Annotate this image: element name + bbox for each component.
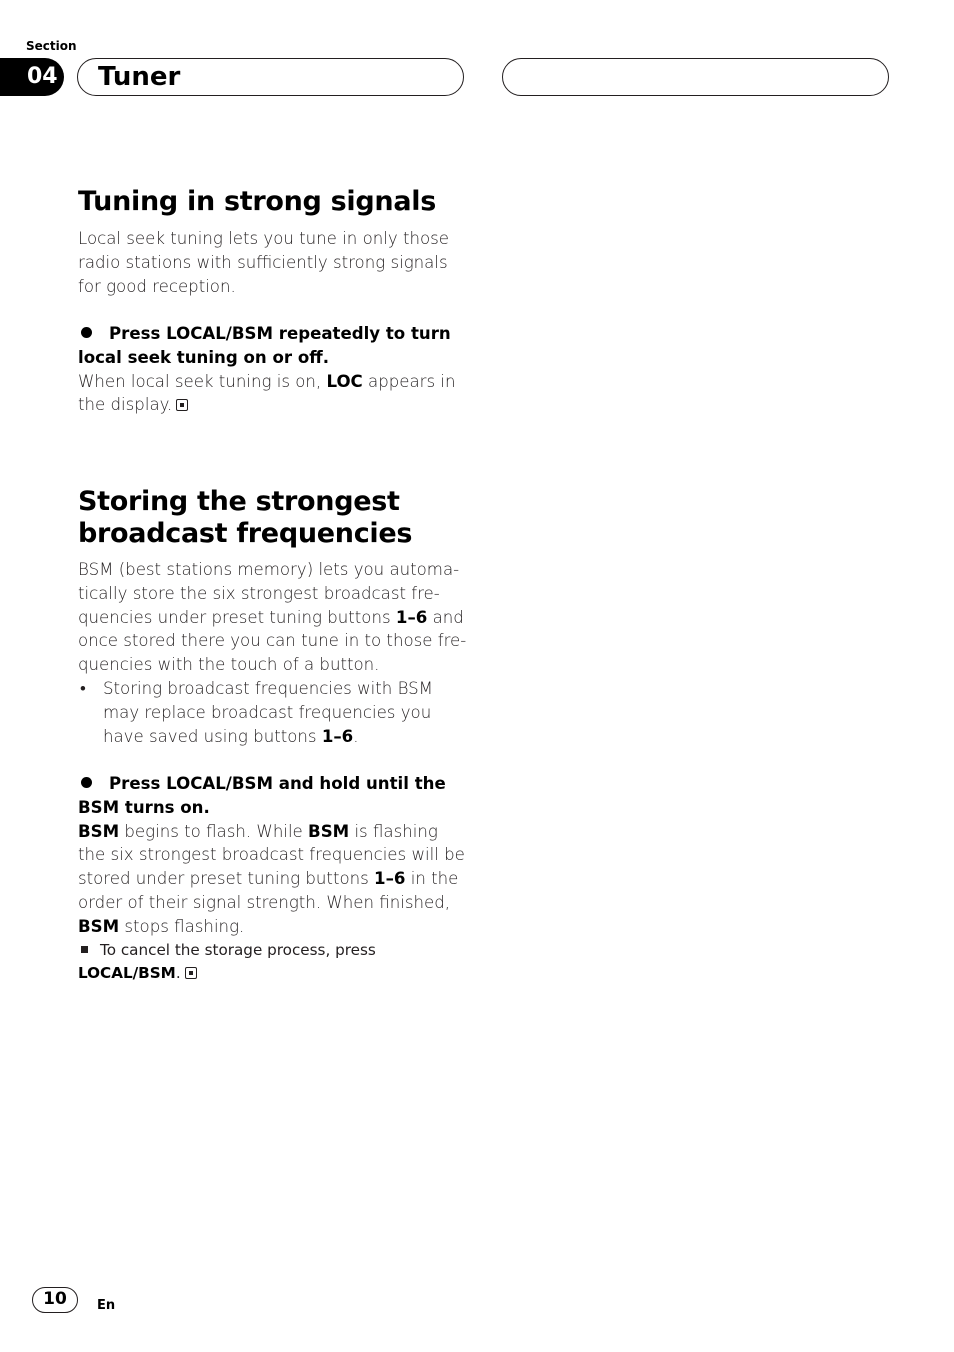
step-text: Press LOCAL/BSM and hold until the bbox=[109, 774, 446, 793]
step-bullet-icon bbox=[81, 327, 92, 338]
button-range: 1–6 bbox=[321, 726, 354, 746]
section-label: Section bbox=[26, 39, 77, 53]
display-indicator: BSM bbox=[78, 916, 120, 936]
section-tuning-strong-signals bbox=[78, 186, 468, 218]
result-text: the display. bbox=[78, 395, 173, 415]
text-line: for good reception. bbox=[78, 276, 236, 296]
end-mark-icon bbox=[176, 399, 188, 411]
section-heading: Tuning in strong signals bbox=[78, 186, 436, 217]
text-line: quencies under preset tuning buttons bbox=[78, 607, 396, 627]
result-text: appears in bbox=[362, 371, 456, 391]
section-heading: Storing the strongest bbox=[78, 486, 400, 517]
step-text: BSM turns on. bbox=[78, 797, 210, 817]
button-range: 1–6 bbox=[395, 607, 428, 627]
end-mark-icon bbox=[185, 967, 197, 979]
bullet-mark: • bbox=[80, 678, 86, 698]
page-number: 10 bbox=[32, 1287, 78, 1313]
text-line: may replace broadcast frequencies you bbox=[103, 702, 432, 722]
result-text: begins to flash. While bbox=[119, 821, 309, 841]
result-text: in the bbox=[405, 869, 459, 889]
step-text: Press LOCAL/BSM repeatedly to turn bbox=[109, 324, 451, 343]
bullet-list-item bbox=[78, 677, 468, 748]
chapter-title-box bbox=[77, 58, 464, 96]
section-number-tab: 04 bbox=[0, 58, 64, 96]
text-line: radio stations with sufficiently strong signals bbox=[78, 252, 448, 272]
note-text: To cancel the storage process, press bbox=[100, 940, 376, 959]
result-text: is flashing bbox=[349, 821, 438, 841]
step-bullet-icon bbox=[81, 777, 92, 788]
step-instruction bbox=[78, 322, 468, 417]
result-text: stored under preset tuning buttons bbox=[78, 869, 375, 889]
empty-header-box bbox=[502, 58, 889, 96]
language-code: En bbox=[97, 1298, 116, 1313]
text-line: Storing broadcast frequencies with BSM bbox=[103, 678, 433, 698]
note-text: . bbox=[175, 963, 181, 982]
result-text: the six strongest broadcast frequencies will be bbox=[78, 845, 465, 865]
display-indicator: LOC bbox=[326, 371, 363, 391]
intro-paragraph bbox=[78, 558, 468, 748]
step-text: local seek tuning on or off. bbox=[78, 347, 329, 367]
text-line: tically store the six strongest broadcast fre- bbox=[78, 583, 440, 603]
chapter-title: Tuner bbox=[98, 62, 181, 92]
button-range: 1–6 bbox=[374, 869, 406, 889]
step-instruction bbox=[78, 772, 468, 985]
result-text: stops flashing. bbox=[119, 916, 245, 936]
text-line: Local seek tuning lets you tune in only those bbox=[78, 229, 449, 248]
intro-paragraph bbox=[78, 227, 468, 298]
result-text: order of their signal strength. When finished, bbox=[78, 892, 451, 912]
text-line: have saved using buttons bbox=[103, 726, 322, 746]
section-heading: broadcast frequencies bbox=[78, 518, 413, 549]
button-name: LOCAL/BSM bbox=[78, 963, 176, 982]
text-line: . bbox=[353, 726, 359, 746]
result-text: When local seek tuning is on, bbox=[78, 371, 327, 391]
text-line: once stored there you can tune in to those fre- bbox=[78, 631, 467, 651]
text-line: BSM (best stations memory) lets you automa- bbox=[78, 560, 460, 579]
display-indicator: BSM bbox=[308, 821, 350, 841]
note-square-icon bbox=[81, 946, 88, 953]
section-storing-strongest bbox=[78, 486, 468, 550]
text-line: and bbox=[427, 607, 464, 627]
display-indicator: BSM bbox=[78, 821, 120, 841]
text-line: quencies with the touch of a button. bbox=[78, 655, 380, 675]
